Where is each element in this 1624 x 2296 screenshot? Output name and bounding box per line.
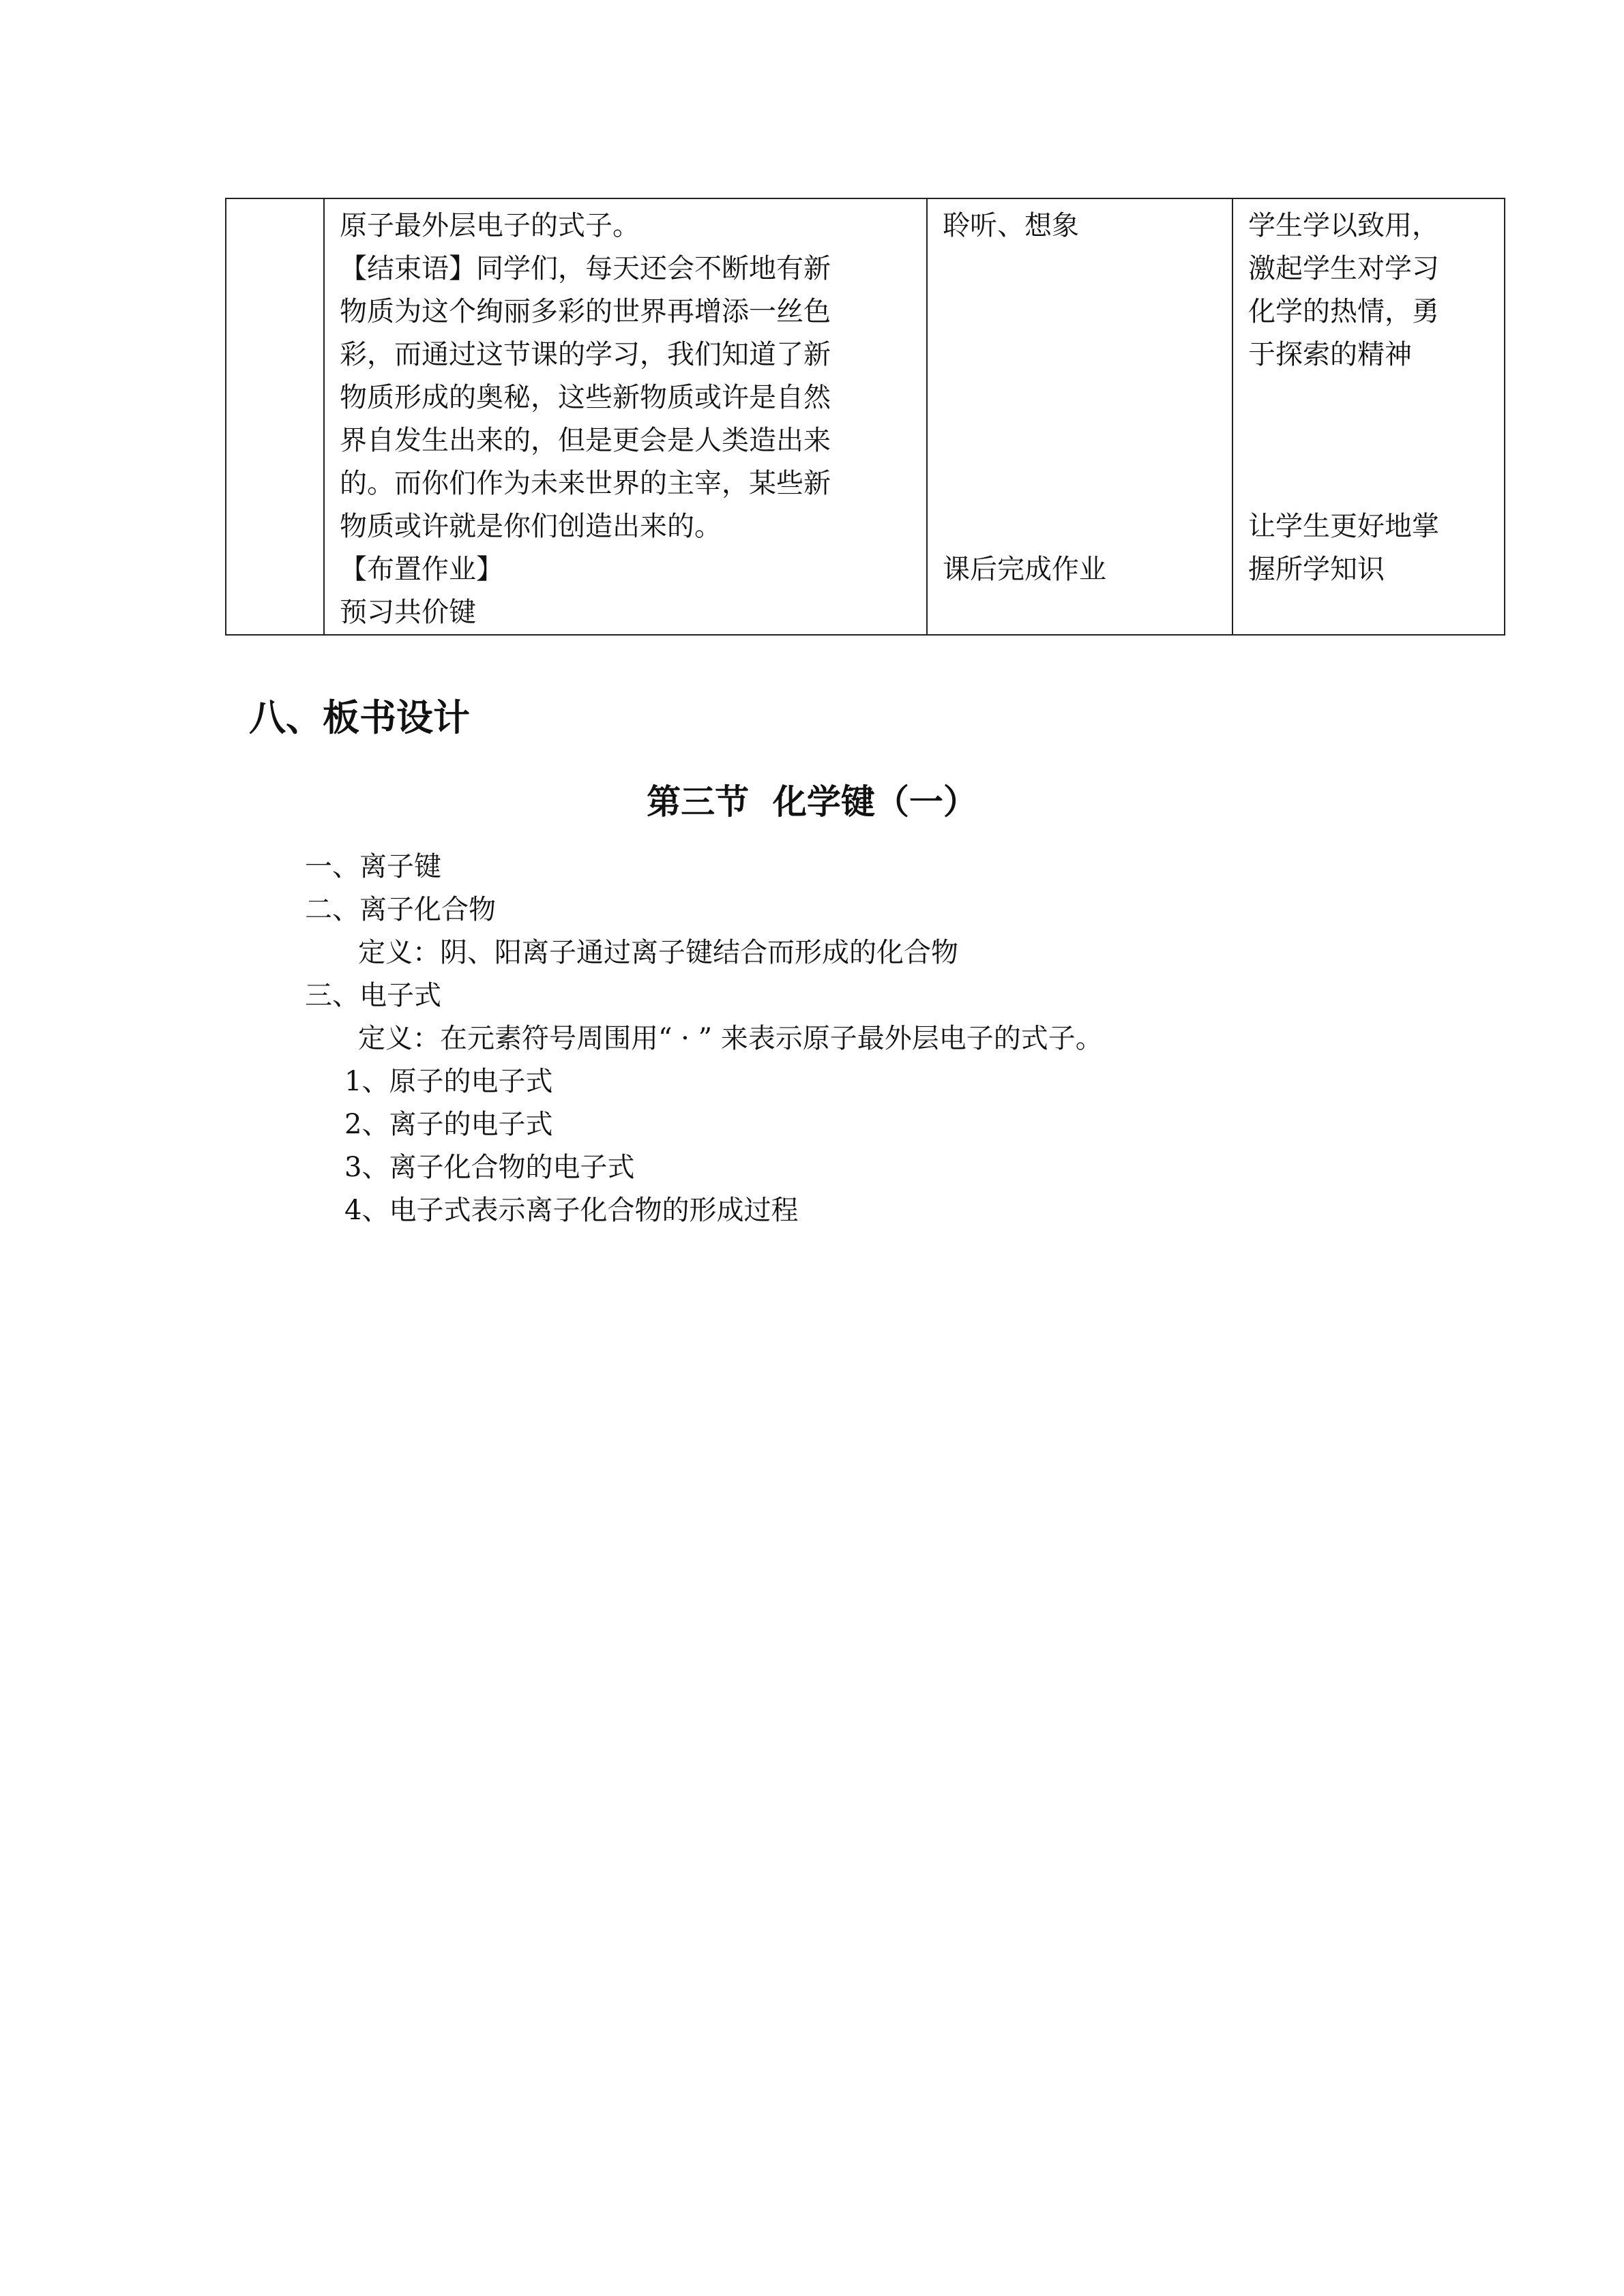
board-title: 第三节 化学键（一）	[647, 782, 977, 822]
outline-subitem: 2、离子的电子式	[344, 1109, 553, 1140]
section-heading: 八、板书设计	[249, 696, 470, 739]
content-line: 【布置作业】	[340, 554, 503, 585]
design-intent-cell	[1232, 198, 1505, 635]
outline-item: 二、离子化合物	[305, 894, 496, 925]
student-activity-cell	[927, 198, 1232, 635]
outline-definition: 定义：阴、阳离子通过离子键结合而形成的化合物	[358, 937, 958, 968]
content-line: 【结束语】同学们，每天还会不断地有新	[340, 253, 831, 284]
intent-line: 学生学以致用，	[1248, 210, 1439, 241]
outline-item: 三、电子式	[305, 980, 441, 1011]
content-line: 彩，而通过这节课的学习，我们知道了新	[340, 339, 831, 370]
content-line: 预习共价键	[340, 597, 476, 628]
outline-subitem: 4、电子式表示离子化合物的形成过程	[344, 1195, 799, 1226]
intent-line: 化学的热情，勇	[1248, 296, 1439, 327]
blank-cell	[226, 198, 324, 635]
content-line: 原子最外层电子的式子。	[340, 210, 640, 241]
content-line: 物质形成的奥秘，这些新物质或许是自然	[340, 382, 831, 413]
outline-item: 一、离子键	[305, 851, 441, 882]
intent-line: 握所学知识	[1248, 554, 1385, 585]
intent-line: 让学生更好地掌	[1248, 511, 1439, 542]
outline-subitem: 1、原子的电子式	[344, 1066, 553, 1097]
content-line: 物质为这个绚丽多彩的世界再增添一丝色	[340, 296, 831, 327]
content-line: 物质或许就是你们创造出来的。	[340, 511, 722, 542]
outline-subitem: 3、离子化合物的电子式	[344, 1152, 635, 1183]
activity-listen: 聆听、想象	[943, 210, 1079, 241]
activity-homework: 课后完成作业	[943, 554, 1106, 585]
board-outline	[0, 846, 1624, 1232]
content-line: 界自发生出来的，但是更会是人类造出来	[340, 425, 831, 456]
intent-line: 于探索的精神	[1248, 339, 1412, 370]
table-row	[226, 198, 1505, 635]
intent-line: 激起学生对学习	[1248, 253, 1439, 284]
teaching-content-cell	[324, 198, 927, 635]
content-line: 的。而你们作为未来世界的主宰，某些新	[340, 468, 831, 499]
lesson-table	[225, 198, 1505, 636]
outline-definition: 定义：在元素符号周围用“ · ” 来表示原子最外层电子的式子。	[358, 1023, 1103, 1054]
